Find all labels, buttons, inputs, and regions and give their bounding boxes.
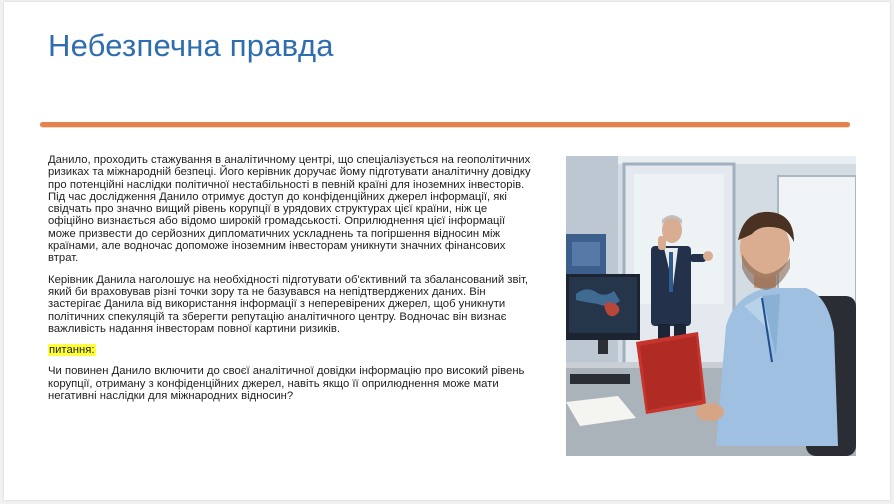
slide-title: Небезпечна правда [48,28,334,63]
slide-body [48,154,535,411]
question-text: Чи повинен Данило включити до своєї аналітичної довідки інформацію про високий рівень корупції, отриману з конфіденційних джерел, навіть якщо її оприлюднення може мати негативні наслідки для міжнародних відносин? [48,365,525,403]
paragraph-supervisor: Керівник Данила наголошує на необхідності підготувати об'єктивний та збалансований звіт, який би враховував різні точки зору та не базувався на непідтверджених даних. Він застерігає Данила від використання інформації з неперевірених джерел, щоб уникнути політичних спекуляцій та зберегти репутацію аналітичного центру. Водночас він визнає важливість надання інвесторам повної картини ризиків. [48,273,529,335]
title-divider [40,122,850,127]
office-illustration [566,156,856,456]
question-label: питання: [49,344,95,357]
slide [4,2,890,500]
paragraph-intro: Данило, проходить стажування в аналітичному центрі, що спеціалізується на геополітичних ризиках та міжнародній безпеці. Його керівник доручає йому підготувати аналітичну довідку про потенційні наслідки політичної нестабільності в певній країні для іноземних інвесторів. Під час дослідження Данило отримує доступ до конфіденційних джерел інформації, які свідчать про значно вищий рівень корупції в урядових структурах цієї країни, ніж це офіційно визнається або відомо широкій громадськості. Оприлюднення цієї інформації може призвести до серйозних дипломатичних ускладнень та погіршення відносин між країнами, але водночас допоможе іноземним інвесторам уникнути значних фінансових втрат. [48,154,531,265]
